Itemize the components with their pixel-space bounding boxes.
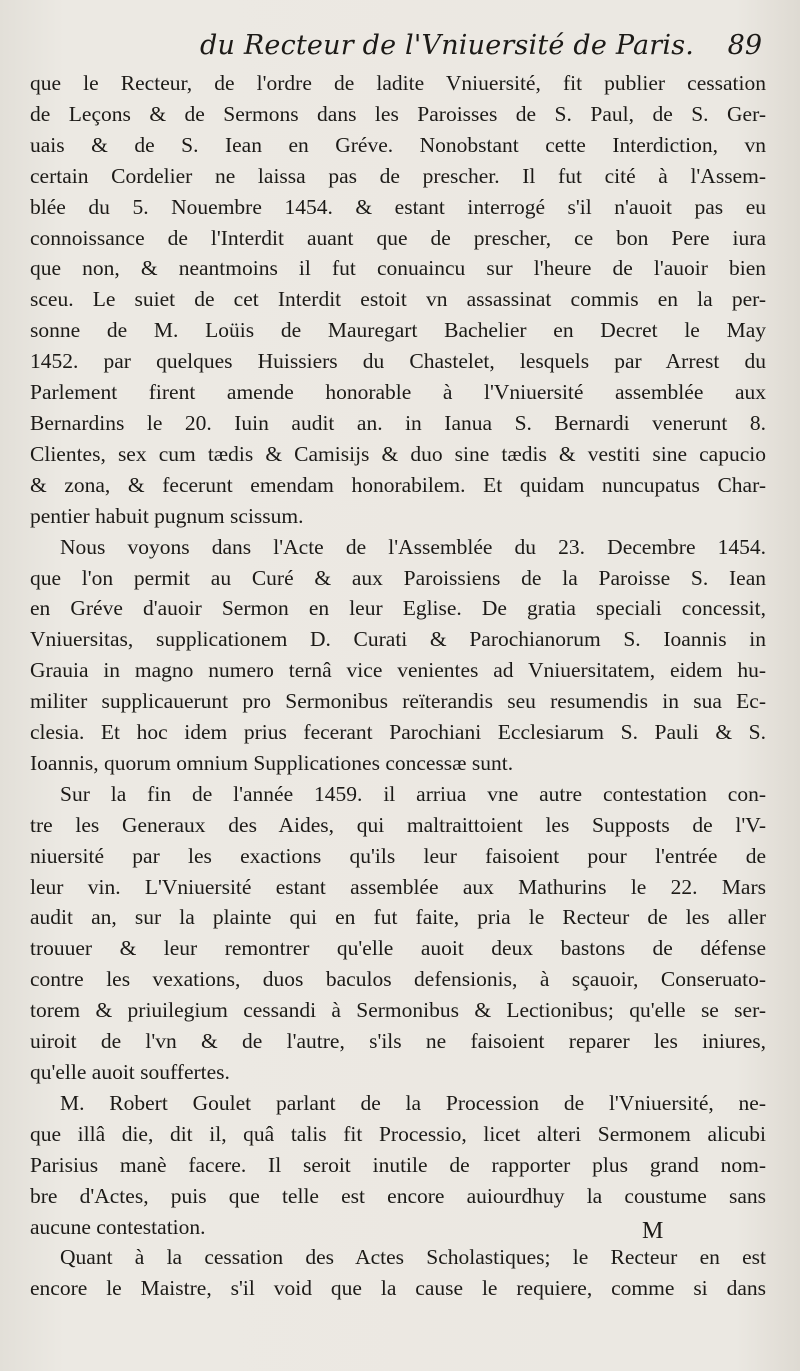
text-line: connoissance de l'Interdit auant que de prescher, ce bon Pere iura <box>30 225 766 250</box>
text-line: que illâ die, dit il, quâ talis fit Processio, licet alteri Sermonem alicubi <box>30 1121 766 1146</box>
text-line: 1452. par quelques Huissiers du Chastelet, lesquels par Arrest du <box>30 349 766 374</box>
text-line: leur vin. L'Vniuersité estant assemblée aux Mathurins le 22. Mars <box>30 874 766 899</box>
text-line: que le Recteur, de l'ordre de ladite Vniuersité, fit publier cessation <box>30 71 766 95</box>
text-line: bre d'Actes, puis que telle est encore auiourdhuy la coustume sans <box>30 1183 766 1208</box>
text-line: pentier habuit pugnum scissum. <box>30 503 304 528</box>
text-line: uiroit de l'vn & de l'autre, s'ils ne faisoient reparer les iniures, <box>30 1029 766 1054</box>
text-line: audit an, sur la plainte qui en fut faite, pria le Recteur de les aller <box>30 905 766 930</box>
text-line: Grauia in magno numero ternâ vice venientes ad Vniuersitatem, eidem hu- <box>30 658 766 683</box>
text-line: Bernardins le 20. Iuin audit an. in Ianua S. Bernardi venerunt 8. <box>30 410 766 435</box>
text-line: uais & de S. Iean en Gréve. Nonobstant cette Interdiction, vn <box>30 132 766 157</box>
text-line: tre les Generaux des Aides, qui maltraittoient les Supposts de l'V- <box>30 812 766 837</box>
text-line: militer supplicauerunt pro Sermonibus reïterandis seu resumendis in sua Ec- <box>30 689 766 714</box>
text-line: qu'elle auoit souffertes. <box>30 1060 230 1084</box>
text-line: blée du 5. Nouembre 1454. & estant interrogé s'il n'auoit pas eu <box>30 194 766 219</box>
text-line: clesia. Et hoc idem prius fecerant Parochiani Ecclesiarum S. Pauli & S. <box>30 720 766 745</box>
text-line: Nous voyons dans l'Acte de l'Assemblée du 23. Decembre 1454. <box>60 534 766 559</box>
text-line: Parisius manè facere. Il seroit inutile de rapporter plus grand nom- <box>30 1152 766 1177</box>
page-header <box>30 30 766 68</box>
text-line: Quant à la cessation des Actes Scholastiques; le Recteur en est <box>60 1245 766 1270</box>
text-line: Clientes, sex cum tædis & Camisijs & duo sine tædis & vestiti sine capucio <box>30 441 766 466</box>
text-line: aucune contestation. <box>30 1214 206 1239</box>
text-line: certain Cordelier ne laissa pas de prescher. Il fut cité à l'Assem- <box>30 163 766 188</box>
text-line: que non, & neantmoins il fut conuaincu sur l'heure de l'auoir bien <box>30 256 766 281</box>
text-line: sonne de M. Loüis de Mauregart Bachelier en Decret le May <box>30 318 766 343</box>
text-line: que l'on permit au Curé & aux Paroissiens de la Paroisse S. Iean <box>30 565 766 590</box>
text-line: & zona, & fecerunt emendam honorabilem. Et quidam nuncupatus Char- <box>30 472 766 497</box>
text-line: Vniuersitas, supplicationem D. Curati & Parochianorum S. Ioannis in <box>30 627 766 652</box>
signature-mark: M <box>642 1218 664 1244</box>
body-text <box>30 68 766 1304</box>
text-line: de Leçons & de Sermons dans les Paroisses de S. Paul, de S. Ger- <box>30 101 766 126</box>
text-line: Ioannis, quorum omnium Supplicationes concessæ sunt. <box>30 750 514 775</box>
text-line: Sur la fin de l'année 1459. il arriua vne autre contestation con- <box>60 781 766 806</box>
text-line: M. Robert Goulet parlant de la Procession de l'Vniuersité, ne- <box>60 1090 766 1115</box>
text-line: trouuer & leur remontrer qu'elle auoit deux bastons de défense <box>30 936 766 961</box>
text-line: niuersité par les exactions qu'ils leur faisoient pour l'entrée de <box>30 843 766 868</box>
text-line: encore le Maistre, s'il void que la cause le requiere, comme si dans <box>30 1276 766 1301</box>
text-line: sceu. Le suiet de cet Interdit estoit vn assassinat commis en la per- <box>30 287 766 312</box>
text-line: contre les vexations, duos baculos defensionis, à sçauoir, Conseruato- <box>30 967 766 992</box>
page-number: 89 <box>727 30 762 61</box>
text-line: en Gréve d'auoir Sermon en leur Eglise. De gratia speciali concessit, <box>30 596 766 621</box>
text-line: torem & priuilegium cessandi à Sermonibus & Lectionibus; qu'elle se ser- <box>30 998 766 1023</box>
running-head: du Recteur de l'Vniuersité de Paris. <box>200 30 695 61</box>
text-line: Parlement firent amende honorable à l'Vniuersité assemblée aux <box>30 380 766 405</box>
